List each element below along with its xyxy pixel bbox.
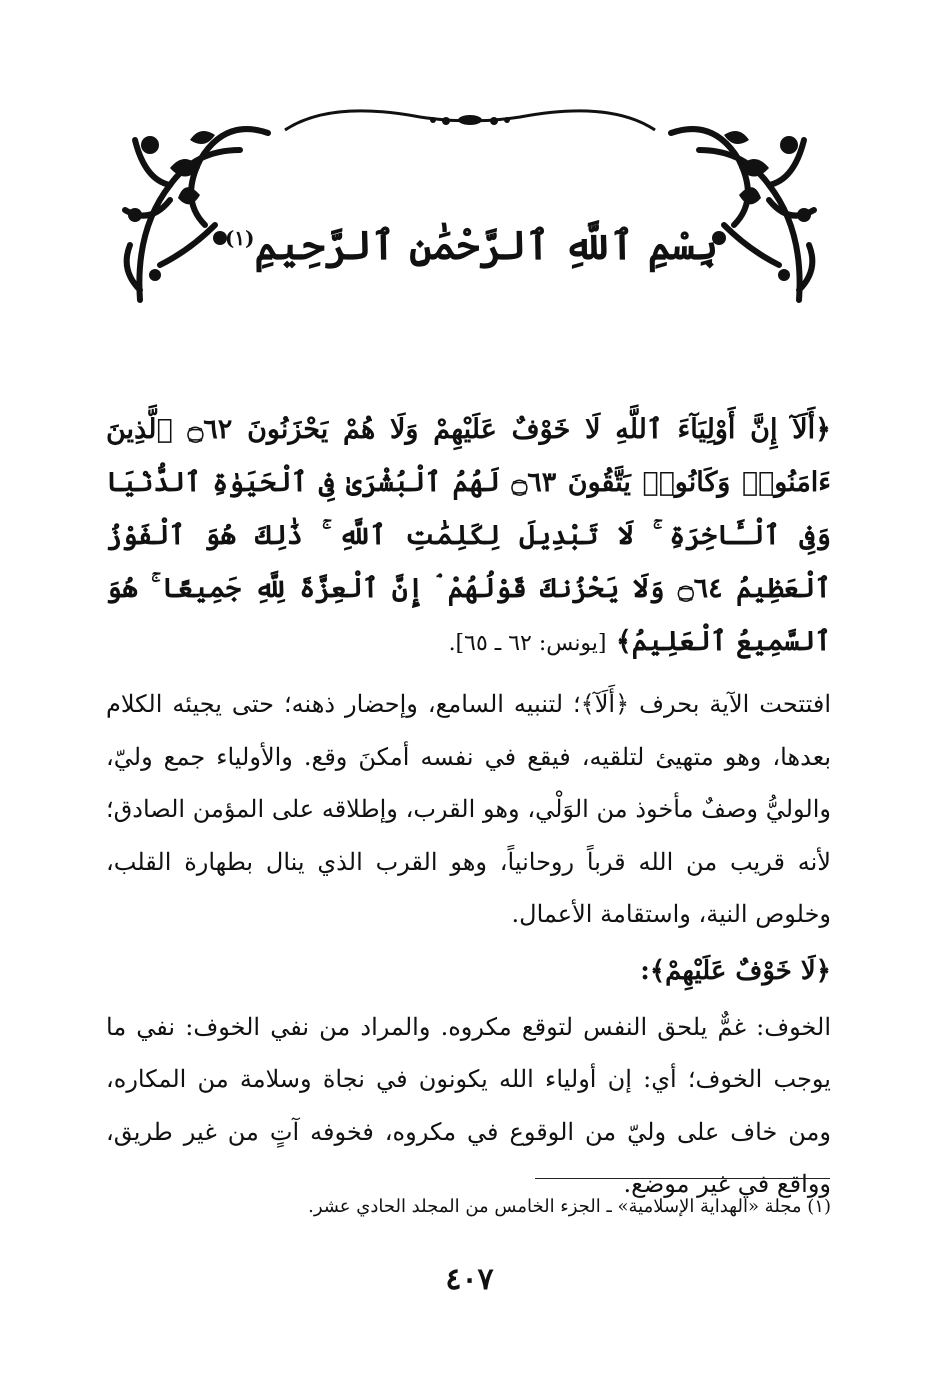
footnote: (١) مجلة «الهداية الإسلامية» ـ الجزء الخامس من المجلد الحادي عشر.: [308, 1196, 831, 1217]
paragraph-1: افتتحت الآية بحرف ﴿أَلَآ﴾؛ لتنبيه السامع، وإحضار ذهنه؛ حتى يجيئه الكلام بعدها، وهو متهيئ لتلقيه، فيقع في نفسه أمكنَ وقع. والأولياء جمع وليّ، والوليُّ وصفٌ مأخوذ من الوَلْي، وهو القرب، وإطلاقه على المؤمن الصادق؛ لأنه قريب من الله قرباً روحانياً، وهو القرب الذي ينال بطهارة القلب، وخلوص النية، واستقامة الأعمال.: [106, 690, 831, 928]
page-number: ٤٠٧: [445, 1262, 494, 1297]
paragraph-2: الخوف: غمٌّ يلحق النفس لتوقع مكروه. والمراد من نفي الخوف: نفي ما يوجب الخوف؛ أي: إن أولياء الله يكونون في نجاة وسلامة من المكاره، ومن خاف على وليّ من الوقوع في مكروه، فخوفه آتٍ من غير طريق، وواقع في غير موضع.: [106, 1012, 831, 1198]
verse-text: ﴿أَلَآ إِنَّ أَوْلِيَآءَ ٱللَّهِ لَا خَوْفٌ عَلَيْهِمْ وَلَا هُمْ يَحْزَنُونَ ۝٦٢ ٱلَّذِينَ ءَامَنُوا۟ وَكَانُوا۟ يَتَّقُونَ ۝٦٣ لَهُمُ ٱلْبُشْرَىٰ فِى ٱلْحَيَوٰةِ ٱلدُّنْيَا وَفِى ٱلْـَٔاخِرَةِ ۚ لَا تَبْدِيلَ لِكَلِمَٰتِ ٱللَّهِ ۚ ذَٰلِكَ هُوَ ٱلْفَوْزُ ٱلْعَظِيمُ ۝٦٤ وَلَا يَحْزُنكَ قَوْلُهُمْ ۘ إِنَّ ٱلْعِزَّةَ لِلَّهِ جَمِيعًا ۚ هُوَ ٱلسَّمِيعُ ٱلْعَلِيمُ﴾: [106, 414, 831, 657]
left-corner-ornament: [125, 129, 268, 300]
verse-reference: [يونس: ٦٢ ـ ٦٥].: [448, 631, 607, 656]
basmala-heading: [0, 222, 939, 270]
right-corner-ornament: [671, 129, 814, 300]
header-ornament: [0, 0, 939, 330]
subheading: ﴿لَا خَوْفٌ عَلَيْهِمْ﴾:: [640, 955, 831, 986]
footnote-divider: [535, 1178, 830, 1179]
main-text: [106, 403, 831, 1211]
quran-verse: [106, 403, 831, 670]
footnote-marker: (١): [224, 225, 255, 250]
basmala-text: بِسْمِ ٱللَّهِ ٱلرَّحْمَٰنِ ٱلرَّحِيمِ: [254, 222, 719, 269]
